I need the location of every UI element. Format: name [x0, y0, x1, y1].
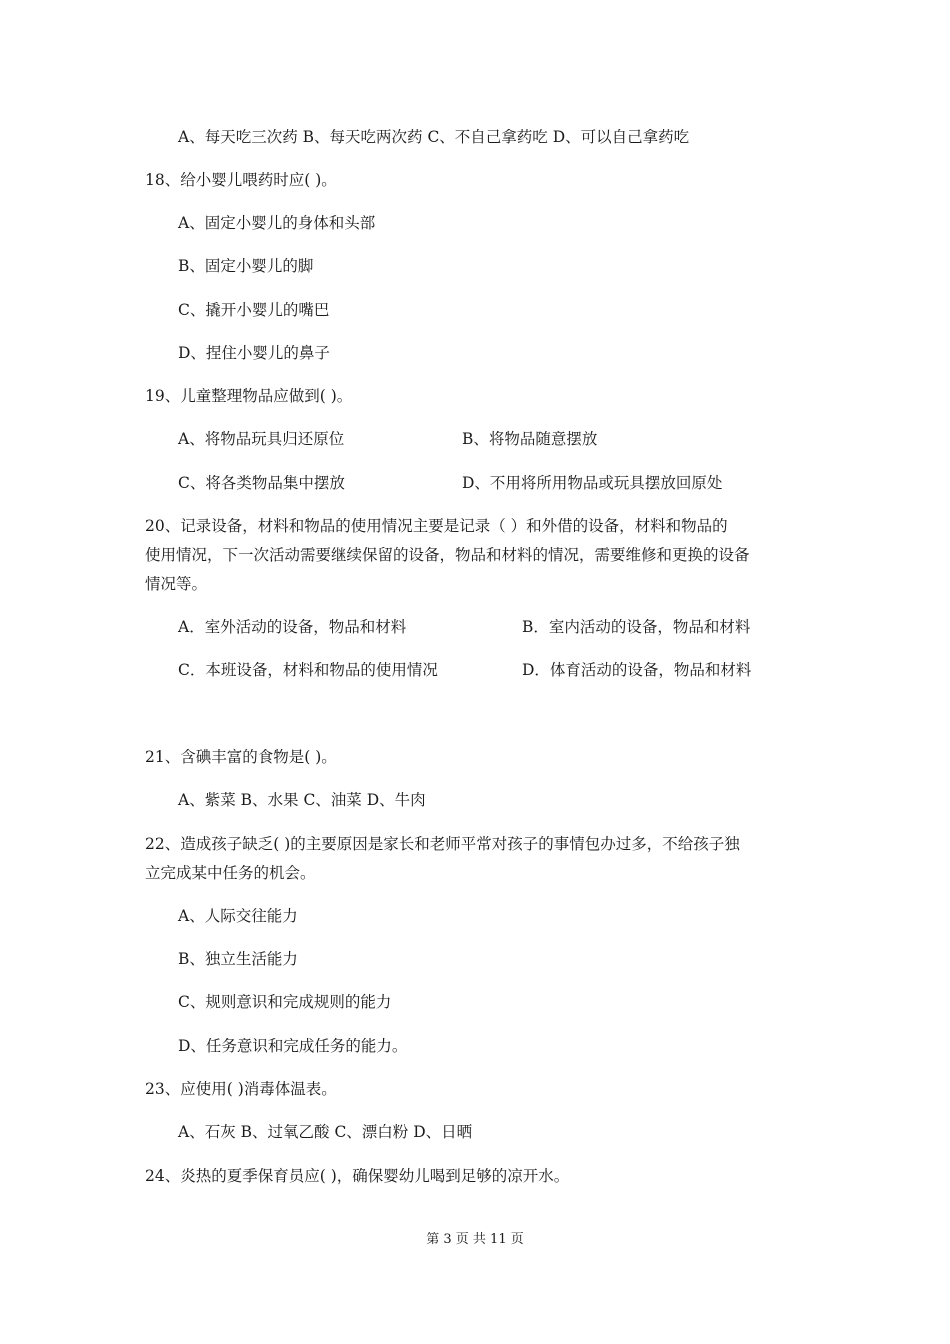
q20-stem-line-2: 使用情况，下一次活动需要继续保留的设备，物品和材料的情况，需要维修和更换的设备 [145, 546, 750, 564]
q18-stem: 18、给小婴儿喂药时应( )。 [145, 171, 337, 189]
q22-option-d: D、任务意识和完成任务的能力。 [178, 1037, 408, 1055]
q20-stem-line-1: 20、记录设备，材料和物品的使用情况主要是记录（ ）和外借的设备，材料和物品的 [145, 517, 728, 535]
q20-option-d: D．体育活动的设备，物品和材料 [522, 661, 752, 679]
q22-stem-line-1: 22、造成孩子缺乏( )的主要原因是家长和老师平常对孩子的事情包办过多，不给孩子独 [145, 835, 740, 853]
q18-option-a: A、固定小婴儿的身体和头部 [178, 214, 376, 232]
q18-option-d: D、捏住小婴儿的鼻子 [178, 344, 330, 362]
q18-option-c: C、撬开小婴儿的嘴巴 [178, 301, 330, 319]
q24-stem: 24、炎热的夏季保育员应( )，确保婴幼儿喝到足够的凉开水。 [145, 1167, 570, 1185]
q19-option-b: B、将物品随意摆放 [462, 430, 598, 448]
q22-option-b: B、独立生活能力 [178, 950, 298, 968]
q20-option-b: B．室内活动的设备，物品和材料 [522, 618, 751, 636]
q19-stem: 19、儿童整理物品应做到( )。 [145, 387, 353, 405]
q20-option-c: C．本班设备，材料和物品的使用情况 [178, 661, 438, 679]
q21-options-row: A、紫菜 B、水果 C、油菜 D、牛肉 [178, 791, 426, 809]
q22-option-a: A、人际交往能力 [178, 907, 298, 925]
q19-option-a: A、将物品玩具归还原位 [178, 430, 345, 448]
q23-options-row: A、石灰 B、过氧乙酸 C、漂白粉 D、日晒 [178, 1123, 473, 1141]
page-footer: 第 3 页 共 11 页 [426, 1232, 524, 1247]
q20-stem-line-3: 情况等。 [145, 575, 208, 593]
q19-option-c: C、将各类物品集中摆放 [178, 474, 345, 492]
q21-stem: 21、含碘丰富的食物是( )。 [145, 748, 337, 766]
q22-option-c: C、规则意识和完成规则的能力 [178, 993, 392, 1011]
q17-options-row: A、每天吃三次药 B、每天吃两次药 C、不自己拿药吃 D、可以自己拿药吃 [178, 128, 690, 146]
q23-stem: 23、应使用( )消毒体温表。 [145, 1080, 337, 1098]
q19-option-d: D、不用将所用物品或玩具摆放回原处 [462, 474, 723, 492]
q20-option-a: A．室外活动的设备，物品和材料 [178, 618, 407, 636]
q22-stem-line-2: 立完成某中任务的机会。 [145, 864, 316, 882]
q18-option-b: B、固定小婴儿的脚 [178, 257, 314, 275]
